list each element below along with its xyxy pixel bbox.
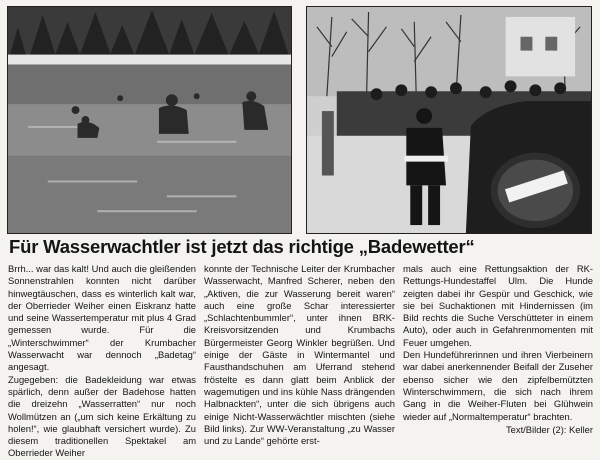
rescue-image [307, 7, 591, 233]
article-paragraph: Den Hundeführerinnen und ihren Vierbeinern war dabei anerkennender Beifall der Zuseher ebenso sicher wie den zipfelbemützten Winterschwimmern, die sich nach ihrem Gang in die Weiher-Fluten bei Glühwein wieder auf „Normaltemperatur“ brachten. [403, 349, 593, 422]
article-column-1 [8, 263, 196, 460]
photo-rescue-dog-search [306, 6, 592, 234]
article-paragraph: mals auch eine Rettungsaktion der RK-Rettungs-Hundestaffel Ulm. Die Hunde zeigten dabei ihr Gespür und Geschick, wie sie bei Suchaktionen mit Hindernissen (im Bild rechts die Suche Verschütteter in einem Auto), oder auch in Gefahrenmomenten mit Feuer umgehen. [403, 263, 593, 348]
article-headline: Für Wasserwachtler ist jetzt das richtige „Badewetter“ [9, 236, 475, 257]
article-paragraph: konnte der Technische Leiter der Krumbacher Wasserwacht, Manfred Scherer, neben den „Aktiven, die zur Wasserung bereit waren“ auch eine große Schar interessierter „Schlachtenbummler“, unter ihnen BRK-Kreisvorsitzenden und Krumbachs Bürgermeister Georg Winkler begrüßen. Und einige der Gäste in Wintermantel und Fausthandschuhen am Uferrand stehend fröstelte es dann glatt beim Anblick der wagemutigen und ins kühle Nass drängenden Halbnackten“, unter die sich übrigens auch einige Nicht-Wasserwächtler mischten (siehe Bild links). Zur WW-Veranstaltung „zu Wasser und zu Lande“ gehörte erst- [204, 263, 395, 447]
article-column-2 [204, 263, 395, 447]
photo-credit: Text/Bilder (2): Keller [505, 423, 593, 435]
article-paragraph: Zugegeben: die Badekleidung war etwas spärlich, denn außer der Badehose hatten die dreizehn „Wasserratten“ nur noch Wollmützen an („um sich keine Erkältung zu holen!“, wie glaubhaft versichert wurde). Zu diesem traditionellen Spektakel am Oberrieder Weiher [8, 373, 196, 459]
article-column-3 [403, 263, 593, 436]
swimmers-image [8, 7, 291, 233]
photo-winter-swimmers [7, 6, 292, 234]
article-paragraph: Brrh... war das kalt! Und auch die gleißenden Sonnenstrahlen konnten nicht darüber hinwegtäuschen, dass es winterlich kalt war, der Oberrieder Weiher einen Eiskranz hatte und seine Wassertemperatur mit plus 4 Grad gemessen wurde. Für die „Winterschwimmer“ der Krumbacher Wasserwacht war dennoch „Badetag“ angesagt. [8, 263, 196, 373]
